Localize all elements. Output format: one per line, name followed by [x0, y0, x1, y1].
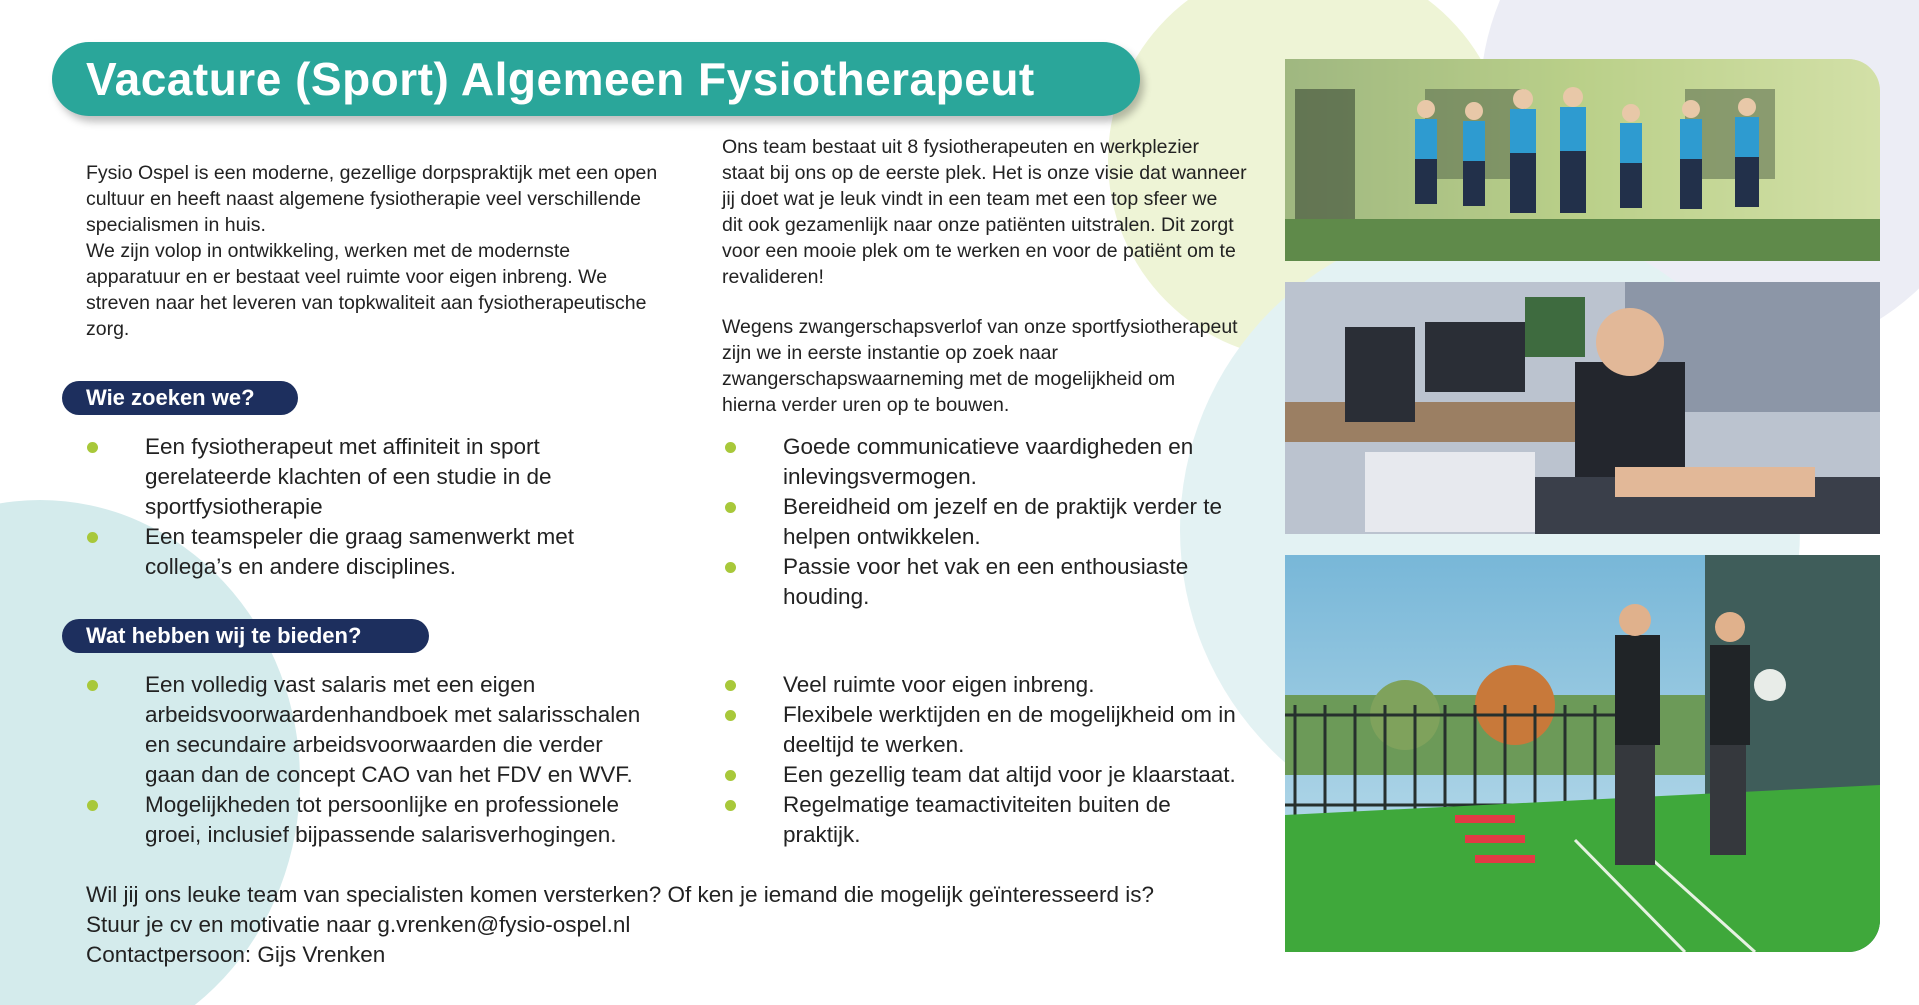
- list-item: Een gezellig team dat altijd voor je klaarstaat.: [725, 760, 1285, 790]
- list-item: Veel ruimte voor eigen inbreng.: [725, 670, 1285, 700]
- leave-paragraph: Wegens zwangerschapsverlof van onze sportfysiotherapeut zijn we in eerste instantie op zoek naar zwangerschapswaarneming met de mogelijkheid om hierna verder uren op te bouwen.: [722, 316, 1238, 416]
- list-item: Mogelijkheden tot persoonlijke en professionele groei, inclusief bijpassende salarisverhogingen.: [87, 790, 687, 850]
- list-item: Een teamspeler die graag samenwerkt met collega’s en andere disciplines.: [87, 522, 647, 582]
- offer-list-left: [87, 670, 687, 850]
- list-item: Regelmatige teamactiviteiten buiten de praktijk.: [725, 790, 1285, 850]
- treatment-photo: [1285, 282, 1880, 534]
- seeking-list-right: [725, 432, 1285, 612]
- list-item: Goede communicatieve vaardigheden en inlevingsvermogen.: [725, 432, 1285, 492]
- contact-person: Contactpersoon: Gijs Vrenken: [86, 942, 386, 967]
- section-heading-offer: Wat hebben wij te bieden?: [62, 619, 429, 653]
- list-item: Een fysiotherapeut met affiniteit in sport gerelateerde klachten of een studie in de sportfysiotherapie: [87, 432, 647, 522]
- title-banner: [52, 42, 1140, 116]
- offer-list-right: [725, 670, 1285, 850]
- section-heading-seeking: Wie zoeken we?: [62, 381, 298, 415]
- contact-block: [86, 880, 1286, 970]
- email-line: Stuur je cv en motivatie naar g.vrenken@fysio-ospel.nl: [86, 912, 631, 937]
- list-item: Een volledig vast salaris met een eigen arbeidsvoorwaardenhandboek met salarisschalen en secundaire arbeidsvoorwaarden die verder gaan dan de concept CAO van het FDV en WVF.: [87, 670, 687, 790]
- call-to-action: Wil jij ons leuke team van specialisten komen versterken? Of ken je iemand die mogelijk geïnteresseerd is?: [86, 882, 1155, 907]
- page-title: Vacature (Sport) Algemeen Fysiotherapeut: [86, 53, 1035, 105]
- list-item: Flexibele werktijden en de mogelijkheid om in deeltijd te werken.: [725, 700, 1285, 760]
- team-photo: [1285, 59, 1880, 261]
- team-paragraph: Ons team bestaat uit 8 fysiotherapeuten en werkplezier staat bij ons op de eerste plek. Het is onze visie dat wanneer jij doet wat je leuk vindt in een team met een top sfeer we dit ook gezamenlijk naar onze patiënten uitstralen. Dit zorgt voor een mooie plek om te werken en voor de patiënt om te revalideren!: [722, 136, 1247, 288]
- training-photo: [1285, 555, 1880, 952]
- list-item: Bereidheid om jezelf en de praktijk verder te helpen ontwikkelen.: [725, 492, 1285, 552]
- seeking-list-left: [87, 432, 647, 582]
- list-item: Passie voor het vak en een enthousiaste houding.: [725, 552, 1285, 612]
- intro-paragraph: Fysio Ospel is een moderne, gezellige dorpspraktijk met een open cultuur en heeft naast algemene fysiotherapie veel verschillende specialismen in huis. We zijn volop in ontwikkeling, werken met de modernste apparatuur en er bestaat veel ruimte voor eigen inbreng. We streven naar het leveren van topkwaliteit aan fysiotherapeutische zorg.: [86, 162, 658, 340]
